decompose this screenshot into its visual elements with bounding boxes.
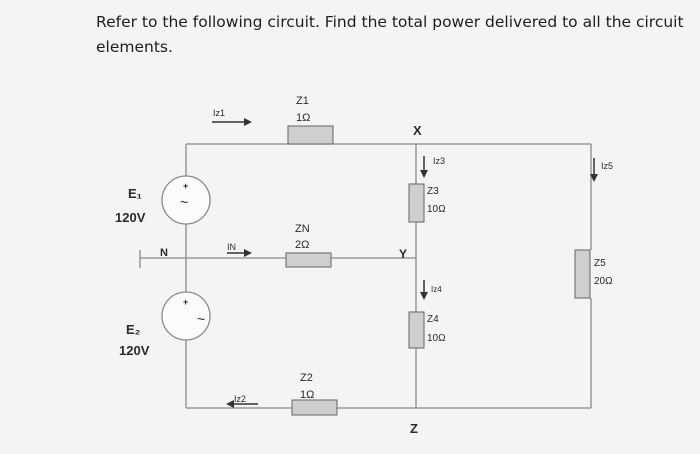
wires [140, 144, 591, 408]
current-iz1 [212, 108, 252, 126]
resistor-zn [286, 253, 331, 267]
current-in-label: IN [227, 242, 236, 252]
source-e1-voltage: 120V [115, 210, 146, 225]
current-iz3-arrowhead [420, 170, 428, 178]
z3-name: Z3 [427, 186, 439, 197]
z4-value: 10Ω [427, 333, 446, 344]
current-iz2-arrowhead [226, 400, 234, 408]
zn-value: 2Ω [295, 239, 310, 251]
resistor-z1 [288, 126, 333, 144]
node-y-label: Y [399, 247, 408, 261]
current-iz2-label: Iz2 [234, 394, 247, 404]
current-iz2 [226, 394, 258, 408]
question-line-1: Refer to the following circuit. Find the total power delivered to all the circuit [96, 13, 684, 31]
z5-value: 20Ω [594, 276, 613, 287]
z1-value: 1Ω [296, 112, 311, 124]
question-line-2: elements. [96, 38, 173, 56]
z4-name: Z4 [427, 314, 439, 325]
current-iz4-label: Iz4 [431, 285, 442, 294]
node-n-label: N [160, 247, 168, 259]
source-e1-name: E₁ [128, 186, 143, 201]
resistor-z3 [409, 184, 424, 222]
source-e1-sign: + [183, 181, 189, 191]
source-e2-sign: + [183, 297, 189, 307]
resistor-z2 [292, 400, 337, 415]
current-iz1-label: Iz1 [213, 108, 226, 118]
current-iz4 [420, 280, 442, 300]
current-iz4-arrowhead [420, 292, 428, 300]
zn-name: ZN [295, 223, 310, 235]
current-iz5-label: Iz5 [601, 161, 614, 171]
source-e2-ac-symbol: ~ [197, 311, 206, 327]
source-e1 [162, 176, 210, 224]
node-x-label: X [413, 123, 422, 138]
current-iz1-arrowhead [244, 118, 252, 126]
resistor-z5 [575, 250, 590, 298]
z5-name: Z5 [594, 258, 606, 269]
current-iz3 [420, 156, 445, 178]
node-z-label: Z [410, 421, 418, 436]
source-e1-ac-symbol: ~ [180, 194, 189, 210]
z2-name: Z2 [300, 372, 313, 384]
z3-value: 10Ω [427, 204, 446, 215]
z2-value: 1Ω [300, 389, 315, 401]
current-iz3-label: Iz3 [433, 156, 446, 166]
source-e2 [162, 292, 210, 340]
resistor-z4 [409, 312, 424, 348]
current-in [227, 242, 252, 257]
z1-name: Z1 [296, 95, 309, 107]
source-e2-name: E₂ [126, 322, 141, 337]
current-iz5 [590, 158, 613, 182]
current-in-arrowhead [244, 249, 252, 257]
source-e2-voltage: 120V [119, 343, 150, 358]
